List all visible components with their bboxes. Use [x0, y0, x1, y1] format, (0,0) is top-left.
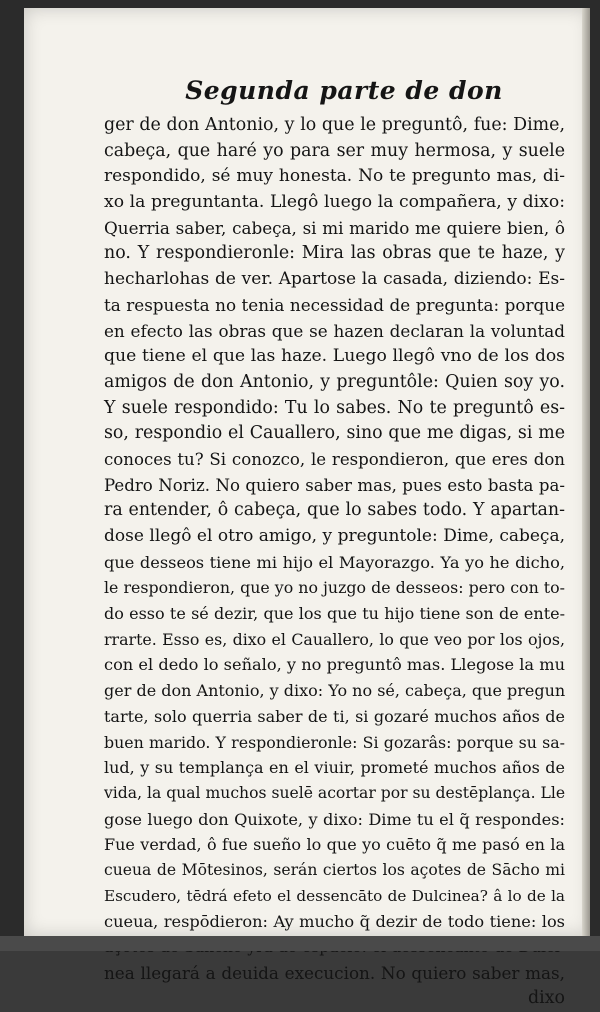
text-line: xo la preguntanta. Llegô luego la compañera, y dixo: — [104, 192, 565, 213]
text-line: cueua de Mōtesinos, serán ciertos los açotes de Sācho mi — [104, 860, 565, 879]
body-text — [104, 113, 565, 1012]
text-line: conoces tu? Si conozco, le respondieron, que eres don — [104, 449, 565, 469]
text-line: ger de don Antonio, y dixo: Yo no sé, cabeça, que pregun — [104, 681, 566, 701]
text-line: Querria saber, cabeça, si mi marido me quiere bien, ô — [104, 217, 565, 238]
text-line: rrarte. Esso es, dixo el Cauallero, lo que veo por los ojos, — [104, 629, 565, 649]
scan-bottom-edge — [0, 936, 600, 951]
text-line: lud, y su templança en el viuir, prometé muchos años de — [104, 758, 565, 778]
text-line: tarte, solo querria saber de ti, si gozaré muchos años de — [104, 706, 565, 726]
text-line: buen marido. Y respondieronle: Si gozarâs: porque su sa- — [104, 732, 565, 752]
text-line: ta respuesta no tenia necessidad de pregunta: porque — [104, 294, 565, 315]
text-line: dose llegô el otro amigo, y preguntole: Dime, cabeça, — [104, 526, 565, 546]
text-line: que tiene el que las haze. Luego llegô vno de los dos — [104, 346, 565, 367]
page-edge — [582, 8, 590, 936]
text-line: no. Y respondieronle: Mira las obras que te haze, y — [104, 243, 565, 264]
text-line: en efecto las obras que se hazen declaran la voluntad — [104, 320, 565, 341]
text-line: vida, la qual muchos suelē acortar por su destēplança. Lle — [104, 783, 566, 802]
text-line: so, respondio el Cauallero, sino que me digas, si me — [104, 423, 565, 444]
text-line: ra entender, ô cabeça, que lo sabes todo. Y apartan- — [104, 500, 565, 521]
text-line: cabeça, que haré yo para ser muy hermosa, y suele — [104, 140, 565, 161]
text-line: nea llegará a deuida execucion. No quiero saber mas, — [104, 962, 565, 983]
text-line: Escudero, tēdrá efeto el dessencāto de Dulcinea? â lo de la — [104, 886, 565, 905]
text-line: le respondieron, que yo no juzgo de dessеos: pero con to- — [104, 578, 565, 598]
text-line: do esso te sé dezir, que los que tu hijo tiene son de ente- — [104, 604, 565, 624]
text-line: Y suele respondido: Tu lo sabes. No te preguntô es- — [104, 397, 565, 418]
text-line: ger de don Antonio, y lo que le preguntô, fue: Dime, — [104, 115, 565, 135]
running-head — [0, 76, 600, 105]
text-line: cueua, respōdieron: Ay mucho q̃ dezir de todo tiene: los — [104, 912, 565, 932]
text-line: gose luego don Quixote, y dixo: Dime tu el q̃ respondes: — [104, 809, 565, 829]
running-head-text: Segunda parte de don — [185, 76, 503, 105]
text-line: hecharlohas de ver. Apartose la casada, diziendo: Es- — [104, 269, 565, 290]
text-line: amigos de don Antonio, y preguntôle: Quien soy yo. — [104, 371, 565, 392]
text-line: Fue verdad, ô fue sueño lo que yo cuēto q̃ me pasó en la — [104, 835, 565, 855]
text-line: dixo — [528, 988, 565, 1009]
text-line: con el dedo lo señalo, y no preguntô mas. Llegose la mu — [104, 655, 565, 675]
text-line: que dessеos tiene mi hijo el Mayorazgo. Ya yo he dicho, — [104, 552, 565, 572]
text-line: Pedro Noriz. No quiero saber mas, pues esto basta pa- — [104, 475, 565, 495]
text-line: respondido, sé muy honesta. No te pregunto mas, di- — [104, 166, 565, 187]
